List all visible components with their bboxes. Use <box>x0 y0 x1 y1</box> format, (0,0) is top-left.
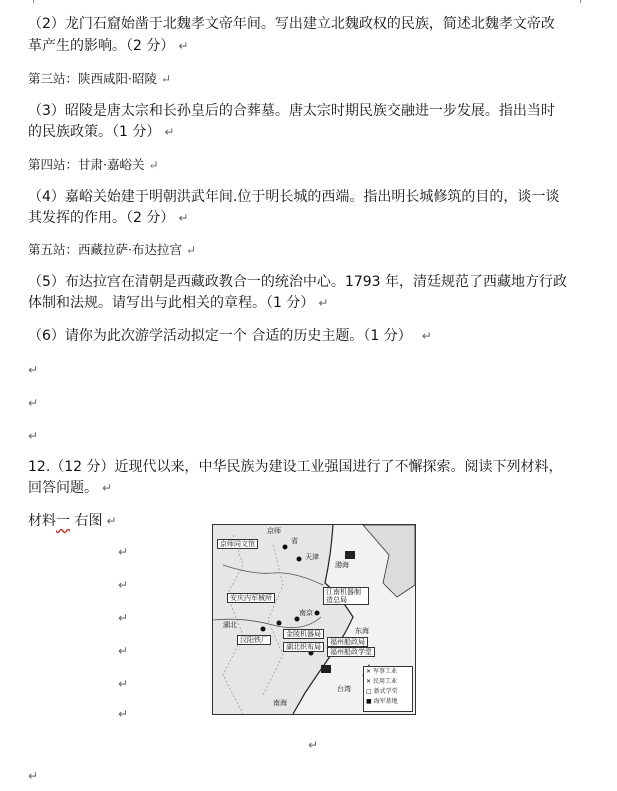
map-box-jinling: 金陵机器局 <box>283 629 324 639</box>
material-number: 一 <box>56 513 70 529</box>
top-border-tick <box>33 0 34 3</box>
paragraph-mark: ↵ <box>102 481 113 495</box>
q4-line-2: 其发挥的作用。（2 分） ↵ <box>28 210 189 226</box>
map-label-sheng: 省 <box>291 537 298 545</box>
q2-line-1: （2）龙门石窟始凿于北魏孝文帝年间。写出建立北魏政权的民族，简述北魏孝文帝改 <box>28 16 555 32</box>
material-1-label: 材料一 右图 ↵ <box>28 513 117 529</box>
map-label-taiwan: 台湾 <box>337 685 351 693</box>
paragraph-mark: ↵ <box>148 158 159 172</box>
map-label-nanjing: 南京 <box>299 609 313 617</box>
modern-industry-map <box>212 524 416 715</box>
map-label-bohai: 渤海 <box>335 561 349 569</box>
paragraph-mark: ↵ <box>118 611 129 625</box>
paragraph-mark: ↵ <box>118 644 129 658</box>
map-naval-base <box>345 551 355 559</box>
q3-line-1: （3）昭陵是唐太宗和长孙皇后的合葬墓。唐太宗时期民族交融进一步发展。指出当时 <box>28 103 555 119</box>
map-box-anqing: 安庆内军械所 <box>227 593 275 603</box>
map-site-tianjin <box>297 557 302 562</box>
legend-military-industry: ✕ 军事工业 <box>366 668 397 675</box>
map-site-nanjing <box>295 617 300 622</box>
map-label-donghai: 东海 <box>355 627 369 635</box>
legend-naval-base: ■ 海军基地 <box>366 698 398 705</box>
paragraph-mark: ↵ <box>318 296 329 310</box>
q2-line-2: 革产生的影响。（2 分） ↵ <box>28 38 189 54</box>
map-box-jiangnan: 江南机器制造总局 <box>323 587 369 605</box>
q4-line-1: （4）嘉峪关始建于明朝洪武年间.位于明长城的西端。指出明长城修筑的目的，谈一谈 <box>28 189 560 205</box>
map-box-fuzhou: 福州船政局 <box>327 637 368 647</box>
map-site-anqing <box>277 621 282 626</box>
map-box-fuzhou-school: 福州船政学堂 <box>327 647 375 657</box>
legend-civil-industry: ✕ 民用工业 <box>366 678 397 685</box>
station-4-heading: 第四站：甘肃·嘉峪关 ↵ <box>28 157 159 172</box>
map-naval-base <box>321 665 331 673</box>
paragraph-mark: ↵ <box>28 363 39 377</box>
q5-line-2: 体制和法规。请写出与此相关的章程。（1 分） ↵ <box>28 295 329 311</box>
korea-landmass <box>363 525 415 597</box>
map-site-beijing <box>283 545 288 550</box>
q12-line-1: 12.（12 分）近现代以来，中华民族为建设工业强国进行了不懈探索。阅读下列材料， <box>28 459 563 475</box>
map-legend <box>363 666 413 712</box>
map-label-nanhai: 南海 <box>273 699 287 707</box>
legend-new-school: □ 新式学堂 <box>366 688 398 695</box>
paragraph-mark: ↵ <box>118 707 129 721</box>
paragraph-mark: ↵ <box>308 738 319 752</box>
paragraph-mark: ↵ <box>28 769 39 783</box>
q5-line-1: （5）布达拉宫在清朝是西藏政教合一的统治中心。1793 年，清廷规范了西藏地方行政 <box>28 274 567 290</box>
map-label-tianjin: 天津 <box>305 553 319 561</box>
paragraph-mark: ↵ <box>28 396 39 410</box>
q12-line-2: 回答问题。 ↵ <box>28 480 113 496</box>
station-3-heading: 第三站：陕西咸阳·昭陵 ↵ <box>28 71 172 86</box>
map-box-hubei-zhibuju: 湖北织布局 <box>283 642 324 652</box>
paragraph-mark: ↵ <box>178 39 189 53</box>
paragraph-mark: ↵ <box>28 429 39 443</box>
map-label-hubei: 湖北 <box>223 621 237 629</box>
paragraph-mark: ↵ <box>106 514 117 528</box>
map-site-shanghai <box>315 611 320 616</box>
map-box-tongwenguan: 京师同文馆 <box>217 539 258 549</box>
paragraph-mark: ↵ <box>185 243 197 257</box>
map-site-hanyang <box>261 627 266 632</box>
paragraph-mark: ↵ <box>421 329 432 343</box>
top-border-tick <box>580 0 581 3</box>
page-top-border <box>0 0 617 3</box>
station-5-heading: 第五站：西藏拉萨·布达拉宫 ↵ <box>28 242 197 257</box>
map-box-hanyang: 汉阳铁厂 <box>237 635 271 645</box>
paragraph-mark: ↵ <box>164 125 175 139</box>
q3-line-2: 的民族政策。（1 分） ↵ <box>28 124 175 140</box>
paragraph-mark: ↵ <box>118 545 129 559</box>
q6-line: （6）请你为此次游学活动拟定一个 合适的历史主题。（1 分） ↵ <box>28 328 432 344</box>
paragraph-mark: ↵ <box>118 677 129 691</box>
paragraph-mark: ↵ <box>178 211 189 225</box>
map-label-beijing: 京师 <box>267 527 281 535</box>
paragraph-mark: ↵ <box>160 72 172 86</box>
paragraph-mark: ↵ <box>118 578 129 592</box>
